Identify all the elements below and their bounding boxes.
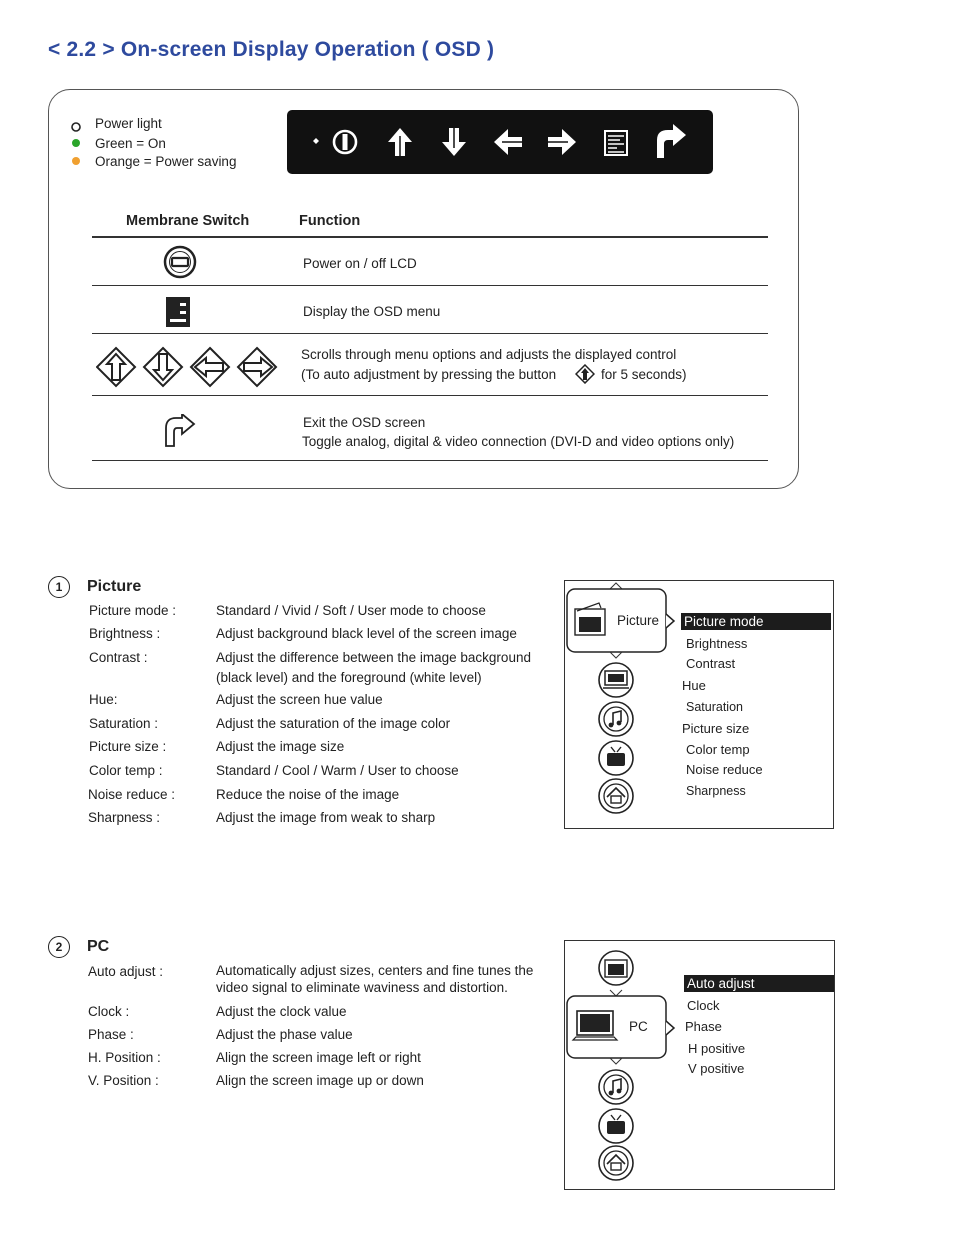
menu-button-icon[interactable] <box>605 131 627 155</box>
label-v-position: V. Position : <box>88 1073 159 1088</box>
desc-v-position: Align the screen image up or down <box>216 1073 424 1088</box>
table-divider <box>92 333 768 334</box>
tv-tab-icon[interactable] <box>599 1109 633 1143</box>
desc-brightness: Adjust background black level of the screen image <box>216 626 517 641</box>
label-brightness: Brightness : <box>89 626 161 641</box>
menu-item[interactable]: Contrast <box>686 656 736 671</box>
desc-h-position: Align the screen image left or right <box>216 1050 421 1065</box>
function-exit-line2: Toggle analog, digital & video connection (DVI-D and video options only) <box>302 434 735 449</box>
power-light-diamond-icon <box>313 138 319 144</box>
section-number: 1 <box>48 576 70 598</box>
label-h-position: H. Position : <box>88 1050 161 1065</box>
function-power: Power on / off LCD <box>303 256 417 271</box>
menu-item-selected[interactable]: Picture mode <box>681 613 831 630</box>
tv-tab-icon[interactable] <box>599 741 633 775</box>
label-hue: Hue: <box>89 692 118 707</box>
up-arrow-button-icon[interactable] <box>388 128 412 156</box>
label-color-temp: Color temp : <box>89 763 163 778</box>
desc-picture-mode: Standard / Vivid / Soft / User mode to choose <box>216 603 486 618</box>
label-auto-adjust: Auto adjust : <box>88 964 164 979</box>
menu-item[interactable]: Sharpness <box>686 784 746 798</box>
function-scroll-line2-end: for 5 seconds) <box>601 367 687 382</box>
menu-item[interactable]: Brightness <box>686 636 748 651</box>
menu-item-selected[interactable]: Auto adjust <box>684 975 834 992</box>
menu-item[interactable]: Color temp <box>686 742 750 757</box>
legend-green: Green = On <box>95 136 166 151</box>
desc-noise-reduce: Reduce the noise of the image <box>216 787 400 802</box>
desc-picture-size: Adjust the image size <box>216 739 345 754</box>
label-sharpness: Sharpness : <box>88 810 161 825</box>
section-number: 2 <box>48 936 70 958</box>
section-title: PC <box>87 938 110 955</box>
audio-tab-icon[interactable] <box>599 1070 633 1104</box>
header-function: Function <box>299 213 361 229</box>
audio-tab-icon[interactable] <box>599 702 633 736</box>
desc-phase: Adjust the phase value <box>216 1027 353 1042</box>
home-tab-icon[interactable] <box>599 779 633 813</box>
exit-button-icon[interactable] <box>657 124 686 158</box>
picture-tab-icon[interactable] <box>599 951 633 985</box>
function-scroll-line2: (To auto adjustment by pressing the button <box>301 367 557 382</box>
arrow-keys-icon <box>96 346 278 388</box>
table-divider <box>92 285 768 286</box>
label-clock: Clock : <box>88 1004 130 1019</box>
inline-arrow-button-icon <box>575 364 595 384</box>
menu-item[interactable]: Picture size <box>682 721 750 736</box>
exit-icon <box>162 414 196 448</box>
osd-pc-menu <box>564 940 835 1190</box>
power-light-icon <box>70 121 82 133</box>
desc-color-temp: Standard / Cool / Warm / User to choose <box>216 763 459 778</box>
active-tab-label: Picture <box>617 613 660 628</box>
menu-icon <box>164 296 192 328</box>
table-divider <box>92 395 768 396</box>
function-scroll-line1: Scrolls through menu options and adjusts the displayed control <box>301 347 677 362</box>
header-membrane-switch: Membrane Switch <box>126 213 250 229</box>
menu-item[interactable]: Noise reduce <box>686 762 763 777</box>
desc-auto-adjust-2: video signal to eliminate waviness and distortion. <box>216 980 508 995</box>
osd-picture-menu <box>564 580 834 829</box>
desc-contrast-2: (black level) and the foreground (white level) <box>216 670 482 685</box>
desc-sharpness: Adjust the image from weak to sharp <box>216 810 436 825</box>
desc-clock: Adjust the clock value <box>216 1004 347 1019</box>
table-divider <box>92 460 768 461</box>
page-title: < 2.2 > On-screen Display Operation ( OSD ) <box>48 38 495 61</box>
menu-item[interactable]: V positive <box>688 1061 745 1076</box>
menu-item[interactable]: H positive <box>688 1041 746 1056</box>
green-dot-icon <box>72 139 80 147</box>
label-saturation: Saturation : <box>89 716 159 731</box>
desc-contrast: Adjust the difference between the image background <box>216 650 531 665</box>
down-arrow-button-icon[interactable] <box>442 128 466 156</box>
label-picture-size: Picture size : <box>89 739 167 754</box>
section-title: Picture <box>87 578 142 595</box>
function-exit-line1: Exit the OSD screen <box>303 415 426 430</box>
left-arrow-button-icon[interactable] <box>494 129 522 155</box>
table-divider <box>92 236 768 238</box>
label-picture-mode: Picture mode : <box>89 603 177 618</box>
menu-item[interactable]: Clock <box>687 998 720 1013</box>
legend-orange: Orange = Power saving <box>95 154 237 169</box>
menu-item[interactable]: Hue <box>682 678 706 693</box>
function-menu: Display the OSD menu <box>303 304 441 319</box>
active-tab-label: PC <box>629 1019 648 1034</box>
orange-dot-icon <box>72 157 80 165</box>
legend-power-light: Power light <box>95 116 162 131</box>
power-icon <box>162 245 198 279</box>
label-contrast: Contrast : <box>89 650 148 665</box>
home-tab-icon[interactable] <box>599 1146 633 1180</box>
menu-item[interactable]: Saturation <box>686 700 743 714</box>
power-button-icon[interactable] <box>334 131 356 153</box>
menu-item[interactable]: Phase <box>685 1019 722 1034</box>
desc-auto-adjust: Automatically adjust sizes, centers and fine tunes the <box>216 963 534 978</box>
label-noise-reduce: Noise reduce : <box>88 787 176 802</box>
desc-saturation: Adjust the saturation of the image color <box>216 716 451 731</box>
button-bar <box>287 110 713 174</box>
label-phase: Phase : <box>88 1027 134 1042</box>
pc-tab-icon[interactable] <box>599 663 633 697</box>
right-arrow-button-icon[interactable] <box>548 129 576 155</box>
desc-hue: Adjust the screen hue value <box>216 692 383 707</box>
